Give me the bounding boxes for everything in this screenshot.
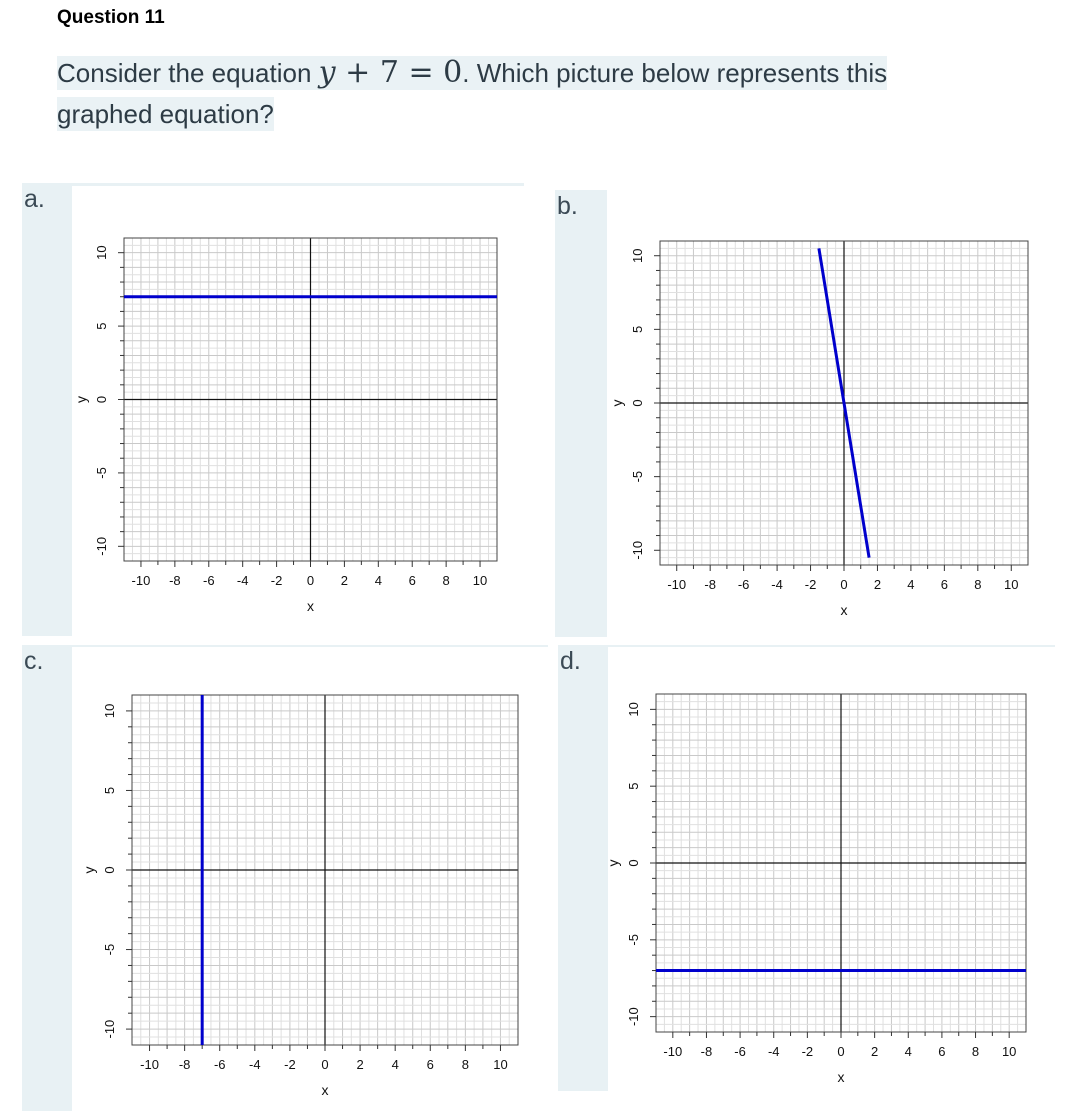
graph-b [607, 190, 1055, 637]
y-axis-label: y [609, 399, 625, 407]
x-tick-label: 4 [391, 1057, 399, 1072]
x-tick-label: -10 [131, 573, 151, 588]
y-tick-label: -10 [630, 540, 645, 560]
option-letter: c. [24, 647, 44, 675]
x-axis-label: x [837, 1069, 845, 1085]
y-tick-label: 0 [94, 395, 109, 404]
y-tick-label: 10 [626, 702, 641, 717]
graph-d [605, 647, 1055, 1091]
y-tick-label: 5 [94, 322, 109, 330]
y-tick-label: 0 [102, 866, 117, 874]
y-tick-label: 0 [630, 399, 645, 407]
y-tick-label: 0 [626, 859, 641, 867]
x-tick-label: -8 [704, 577, 716, 592]
y-tick-label: -10 [94, 536, 109, 556]
x-tick-label: -2 [801, 1044, 814, 1059]
graph-panel [72, 647, 548, 1111]
graph-a [72, 186, 524, 636]
x-tick-label: -2 [804, 577, 817, 592]
x-tick-label: 10 [472, 573, 488, 588]
x-tick-label: 6 [940, 577, 948, 592]
x-tick-label: 2 [356, 1057, 364, 1072]
x-tick-label: 0 [306, 573, 315, 588]
x-tick-label: -10 [667, 577, 687, 592]
y-tick-label: 10 [102, 703, 117, 719]
option-a[interactable] [22, 183, 524, 636]
y-axis-label: y [73, 396, 89, 403]
x-tick-label: 2 [340, 573, 349, 588]
x-tick-label: -4 [767, 1044, 780, 1059]
x-axis-label: x [840, 602, 848, 618]
x-tick-label: 10 [493, 1057, 508, 1072]
x-tick-label: -2 [284, 1057, 296, 1072]
y-tick-label: -10 [626, 1007, 641, 1027]
x-tick-label: -2 [270, 573, 283, 588]
y-tick-label: 10 [94, 245, 109, 260]
x-tick-label: -10 [140, 1057, 159, 1072]
graph-panel [72, 186, 524, 636]
y-axis-label: y [605, 859, 621, 867]
x-tick-label: -4 [771, 577, 783, 592]
x-tick-label: 6 [426, 1057, 434, 1072]
x-tick-label: 4 [374, 573, 382, 588]
y-tick-label: -5 [626, 934, 641, 946]
option-letter: b. [557, 192, 578, 220]
x-tick-label: 2 [873, 577, 882, 592]
x-tick-label: 8 [971, 1044, 980, 1059]
x-tick-label: -6 [734, 1044, 746, 1059]
y-tick-label: 10 [630, 248, 645, 263]
x-tick-label: -8 [178, 1057, 191, 1072]
graph-panel [605, 647, 1055, 1091]
x-tick-label: -4 [249, 1057, 261, 1072]
x-axis-label: x [321, 1082, 329, 1098]
x-tick-label: 10 [1004, 577, 1019, 592]
x-tick-label: -6 [737, 577, 750, 592]
x-tick-label: 2 [871, 1044, 879, 1059]
graph-c [72, 647, 548, 1111]
y-tick-label: -10 [102, 1019, 117, 1039]
y-tick-label: 5 [626, 782, 641, 790]
x-tick-label: -10 [663, 1044, 683, 1059]
question-number: Question 11 [57, 7, 165, 28]
option-c[interactable] [22, 645, 548, 1111]
x-tick-label: -4 [236, 573, 249, 588]
x-tick-label: -8 [169, 573, 181, 588]
x-tick-label: 0 [321, 1057, 329, 1072]
x-tick-label: 6 [408, 573, 416, 588]
x-tick-label: -6 [213, 1057, 226, 1072]
x-tick-label: 0 [837, 1044, 845, 1059]
x-tick-label: 0 [840, 577, 848, 592]
option-b[interactable] [555, 190, 1055, 637]
question-prompt [57, 52, 981, 135]
y-axis-label: y [81, 866, 97, 874]
x-tick-label: -6 [202, 573, 215, 588]
x-axis-label: x [307, 598, 314, 614]
y-tick-label: -5 [94, 467, 109, 479]
y-tick-label: -5 [630, 470, 645, 483]
x-tick-label: 4 [904, 1044, 912, 1059]
x-tick-label: 6 [938, 1044, 946, 1059]
option-d[interactable] [558, 645, 1055, 1091]
prompt-text-after: . Which picture below represents this [462, 58, 888, 88]
y-tick-label: -5 [102, 943, 117, 956]
y-tick-label: 5 [630, 325, 645, 333]
graph-panel [607, 190, 1055, 637]
x-tick-label: 8 [461, 1057, 469, 1072]
prompt-text-before: Consider the equation [57, 58, 312, 88]
option-letter: a. [24, 185, 45, 213]
x-tick-label: 8 [442, 573, 450, 588]
x-tick-label: -8 [700, 1044, 713, 1059]
equation: y + 7 = 0 [318, 55, 463, 90]
y-tick-label: 5 [102, 786, 117, 795]
x-tick-label: 10 [1001, 1044, 1017, 1059]
x-tick-label: 4 [907, 577, 915, 592]
option-letter: d. [560, 647, 581, 675]
prompt-text-line2: graphed equation? [57, 99, 274, 129]
x-tick-label: 8 [974, 577, 982, 592]
